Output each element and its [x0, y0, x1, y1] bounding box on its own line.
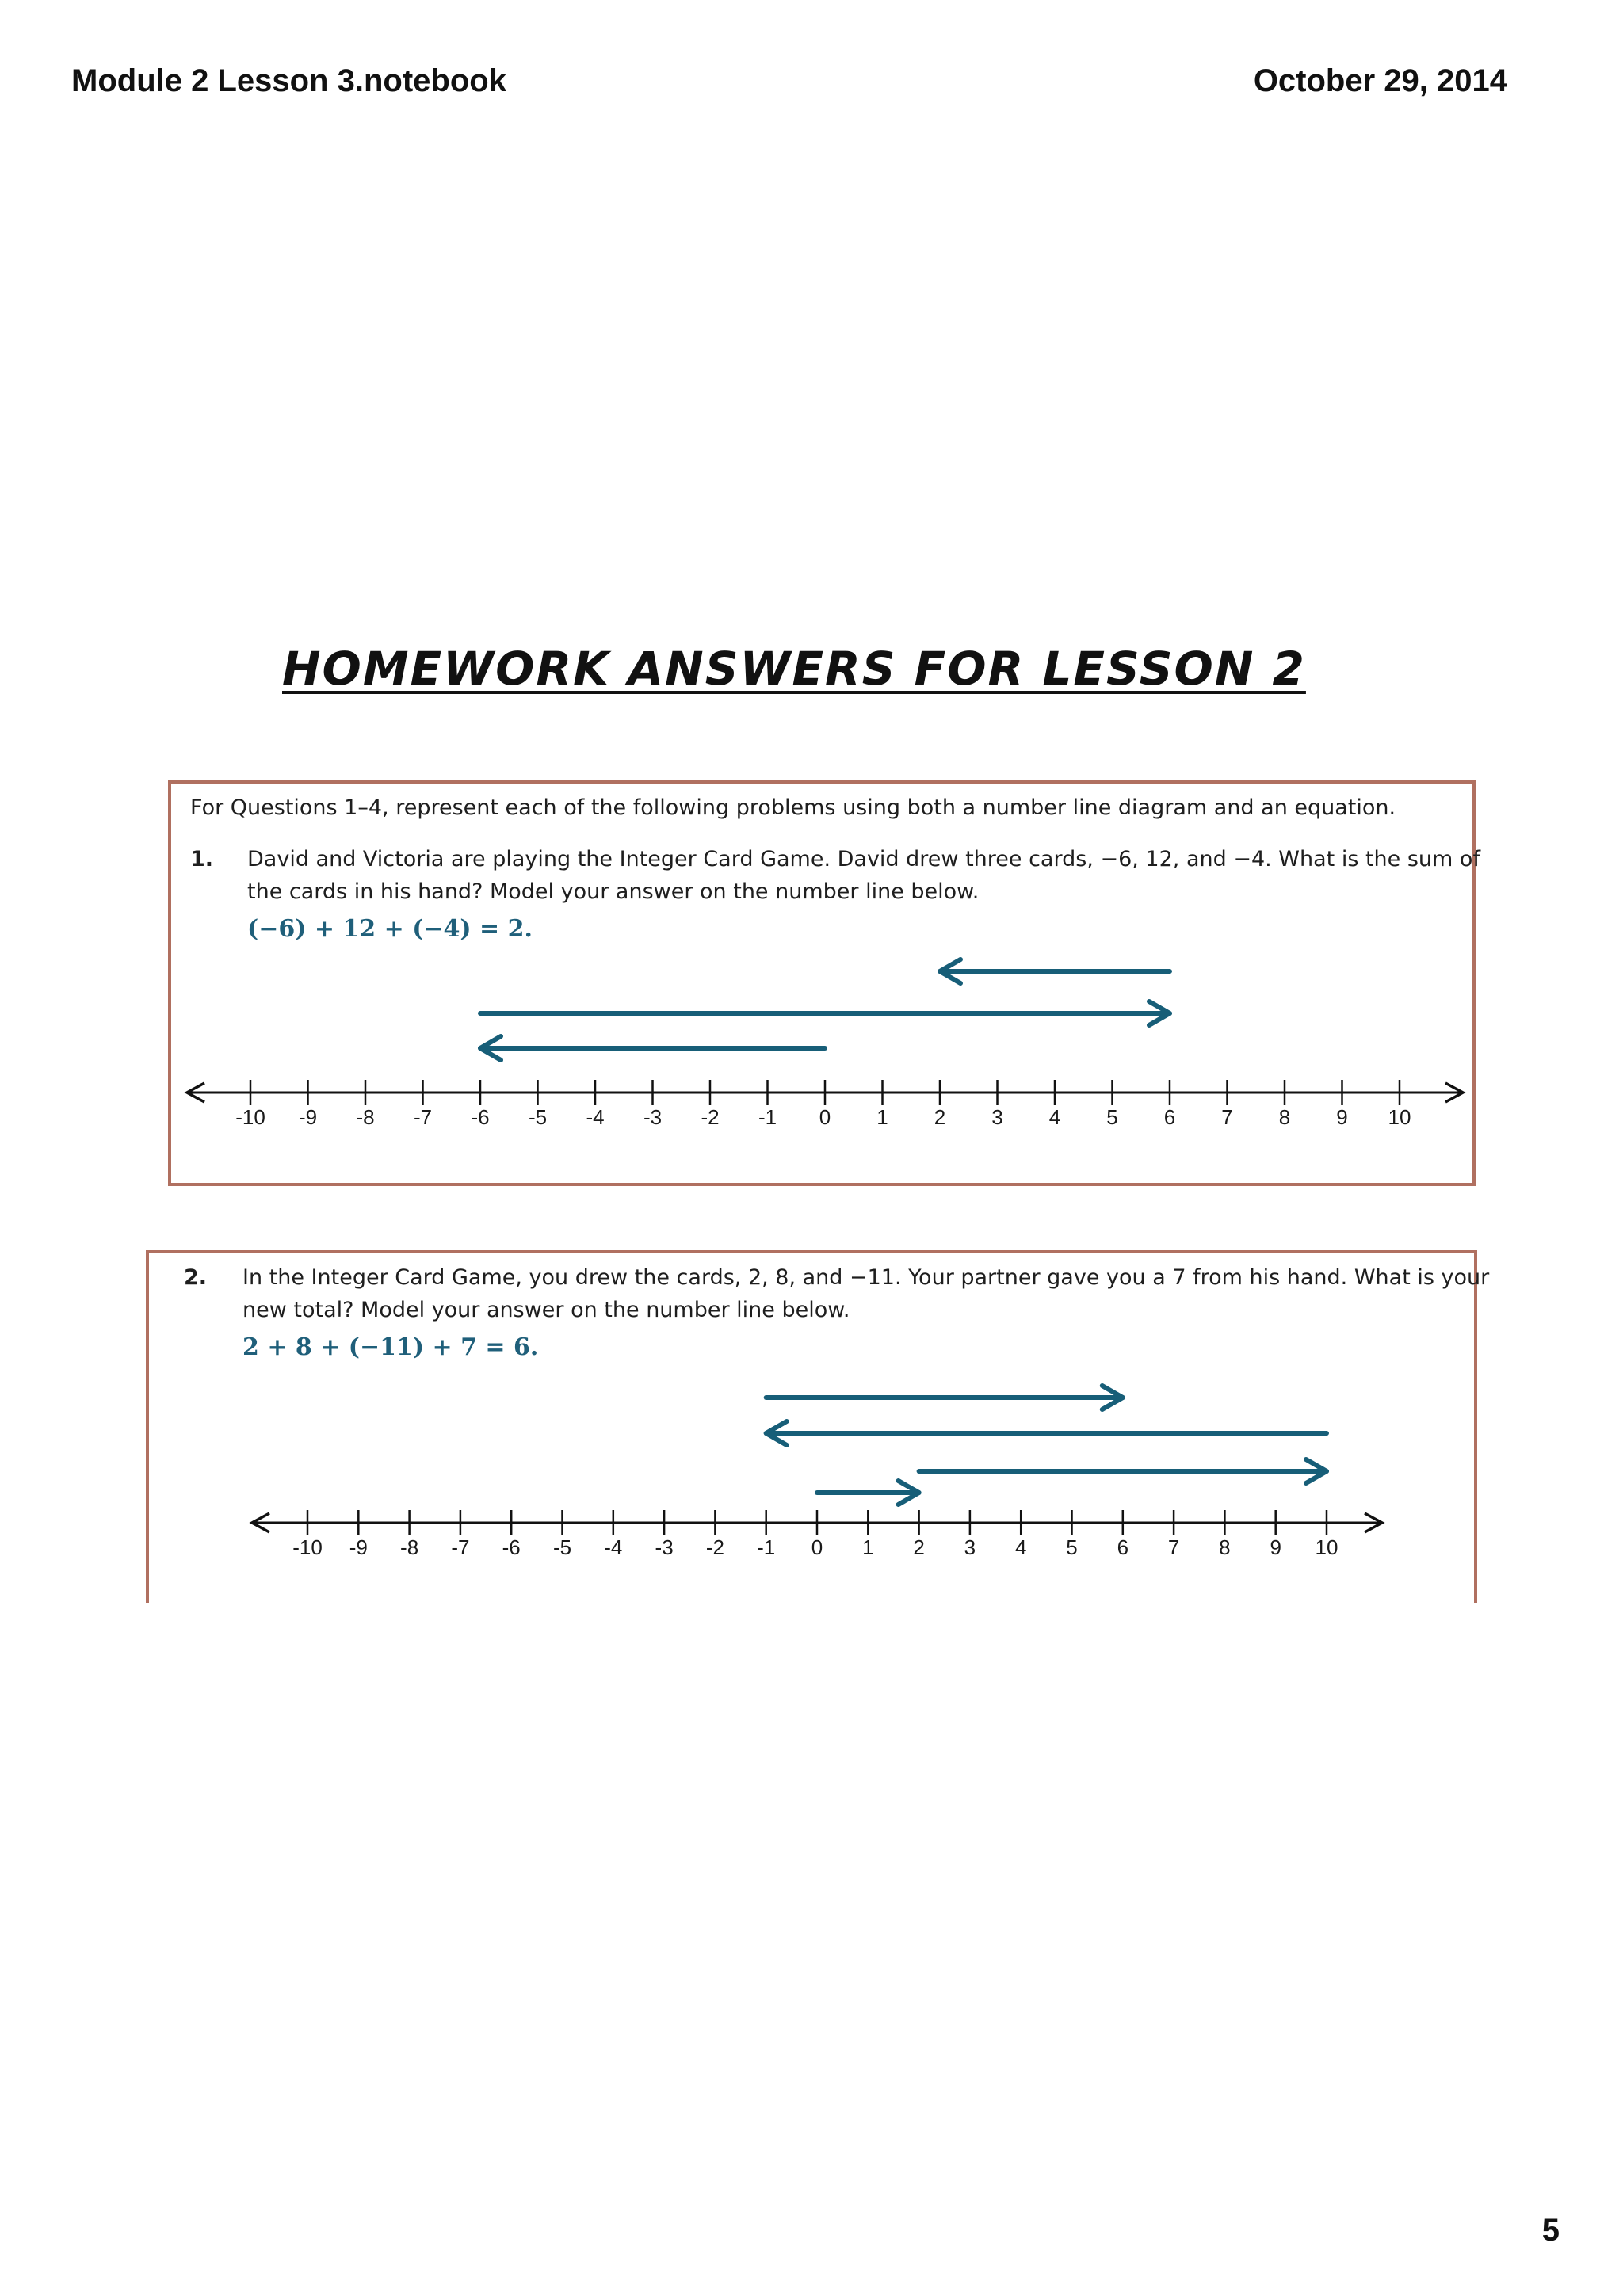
tick-label: 1	[862, 1535, 874, 1559]
tick-label: 2	[913, 1535, 925, 1559]
tick-label: -9	[349, 1535, 368, 1559]
tick-label: 8	[1219, 1535, 1231, 1559]
tick-label: -8	[400, 1535, 419, 1559]
tick-label: -10	[292, 1535, 323, 1559]
tick-label: 2	[934, 1105, 946, 1129]
jump-arrow	[480, 1036, 825, 1060]
tick-label: -6	[471, 1105, 490, 1129]
tick-label: 5	[1106, 1105, 1118, 1129]
tick-label: 4	[1014, 1535, 1027, 1559]
problem-1-equation: (−6) + 12 + (−4) = 2.	[247, 915, 533, 943]
jump-arrow	[940, 959, 1170, 983]
tick-label: 0	[811, 1535, 823, 1559]
tick-label: 7	[1221, 1105, 1233, 1129]
tick-label: 7	[1167, 1535, 1180, 1559]
jump-arrow	[766, 1421, 1327, 1445]
jump-arrow	[919, 1459, 1327, 1483]
tick-label: -2	[701, 1105, 720, 1129]
tick-label: 3	[991, 1105, 1003, 1129]
problem-2-text-line2: new total? Model your answer on the number line below.	[242, 1298, 850, 1322]
problem-2-panel	[146, 1250, 1490, 1603]
tick-label: -1	[757, 1535, 776, 1559]
tick-label: 6	[1163, 1105, 1176, 1129]
jump-arrow	[766, 1386, 1123, 1409]
jump-arrow	[817, 1481, 919, 1505]
page-title: HOMEWORK ANSWERS FOR LESSON 2	[282, 642, 1306, 696]
tick-label: -4	[604, 1535, 623, 1559]
tick-label: -4	[586, 1105, 605, 1129]
tick-label: 5	[1066, 1535, 1078, 1559]
tick-label: 1	[876, 1105, 888, 1129]
tick-label: -6	[502, 1535, 521, 1559]
number-line-axis	[252, 1510, 1382, 1559]
problem-1-number: 1.	[190, 847, 214, 871]
problem-1-number-line-diagram	[171, 942, 1472, 1180]
tick-label: -1	[758, 1105, 777, 1129]
problems-intro: For Questions 1–4, represent each of the following problems using both a number line diagram and an equation.	[190, 795, 1396, 820]
tick-label: 8	[1278, 1105, 1291, 1129]
tick-label: -8	[356, 1105, 375, 1129]
page-number: 5	[1541, 2213, 1560, 2248]
tick-label: 3	[964, 1535, 976, 1559]
problem-2-equation: 2 + 8 + (−11) + 7 = 6.	[242, 1333, 539, 1361]
page-date: October 29, 2014	[1253, 63, 1507, 98]
problem-1-text-line2: the cards in his hand? Model your answer on the number line below.	[247, 879, 980, 904]
tick-label: -10	[235, 1105, 265, 1129]
jump-arrow	[480, 1001, 1170, 1025]
problem-2-number: 2.	[184, 1265, 208, 1290]
tick-label: -5	[552, 1535, 572, 1559]
tick-label: -3	[643, 1105, 663, 1129]
problem-1-panel	[168, 780, 1480, 1186]
tick-label: -2	[705, 1535, 724, 1559]
tick-label: 9	[1336, 1105, 1348, 1129]
tick-label: 10	[1315, 1535, 1338, 1559]
tick-label: 6	[1117, 1535, 1129, 1559]
tick-label: 4	[1048, 1105, 1061, 1129]
tick-label: -3	[655, 1535, 674, 1559]
tick-label: 0	[819, 1105, 831, 1129]
tick-label: -9	[298, 1105, 318, 1129]
tick-label: -5	[528, 1105, 548, 1129]
tick-label: -7	[451, 1535, 470, 1559]
tick-label: 10	[1388, 1105, 1411, 1129]
number-line-axis	[187, 1080, 1463, 1129]
tick-label: -7	[413, 1105, 433, 1129]
notebook-title: Module 2 Lesson 3.notebook	[71, 63, 506, 98]
problem-1-text-line1: David and Victoria are playing the Integer Card Game. David drew three cards, −6, 12, and −4. What is the sum of	[247, 847, 1480, 871]
problem-2-text-line1: In the Integer Card Game, you drew the cards, 2, 8, and −11. Your partner gave you a 7 from his hand. What is your	[242, 1265, 1490, 1290]
tick-label: 9	[1270, 1535, 1281, 1559]
problem-2-number-line-diagram	[149, 1372, 1474, 1602]
